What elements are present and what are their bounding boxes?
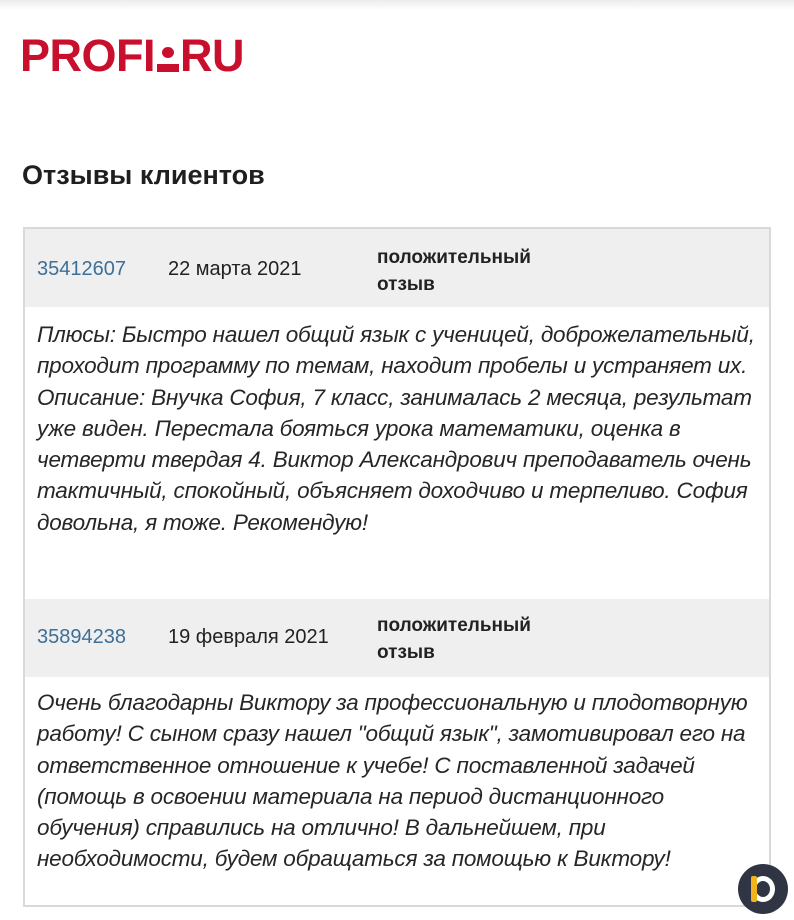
logo-separator-icon <box>157 34 179 78</box>
page-title: Отзывы клиентов <box>22 160 265 190</box>
review-type-line1: положительный <box>377 247 531 268</box>
review-type-line2: отзыв <box>377 274 435 295</box>
logo-text-left: PROFI <box>20 30 156 81</box>
review-paragraph: Описание: Внучка София, 7 класс, занималась 2 месяца, результат уже виден. Перестала бояться урока математики, оценка в четверти твердая 4. Виктор Александрович преподаватель очень тактичный, спокойный, объясняет доходчиво и терпеливо. София довольна, я тоже. Рекомендую! <box>37 384 752 535</box>
review-text <box>25 687 769 903</box>
reviews-table <box>23 227 771 907</box>
review-header <box>25 229 769 307</box>
review-date: 22 марта 2021 <box>168 258 302 280</box>
review-id-link[interactable]: 35412607 <box>37 258 126 280</box>
review-type <box>377 244 597 298</box>
review-date: 19 февраля 2021 <box>168 626 329 648</box>
review-type-line2: отзыв <box>377 642 435 663</box>
review-text <box>25 319 769 597</box>
review-id-link[interactable]: 35894238 <box>37 626 126 648</box>
logo-text-right: RU <box>180 30 245 81</box>
profi-ru-logo[interactable] <box>20 30 245 81</box>
review-type-line1: положительный <box>377 615 531 636</box>
review-paragraph: Очень благодарны Виктору за профессиональную и плодотворную работу! С сыном сразу нашел "общий язык", замотивировал его на ответственное отношение к учебе! С поставленной задачей (помощь в освоении материала на период дистанционного обучения) справились на отлично! В дальнейшем, при необходимости, будем обращаться за помощью к Виктору! <box>37 690 748 872</box>
review-paragraph: Плюсы: Быстро нашел общий язык с ученицей, доброжелательный, проходит программу по темам, находит пробелы и устраняет их. <box>37 322 755 379</box>
top-shadow-bar <box>0 0 794 10</box>
review-header <box>25 599 769 677</box>
app-badge-icon[interactable] <box>738 864 788 914</box>
review-type <box>377 612 597 666</box>
